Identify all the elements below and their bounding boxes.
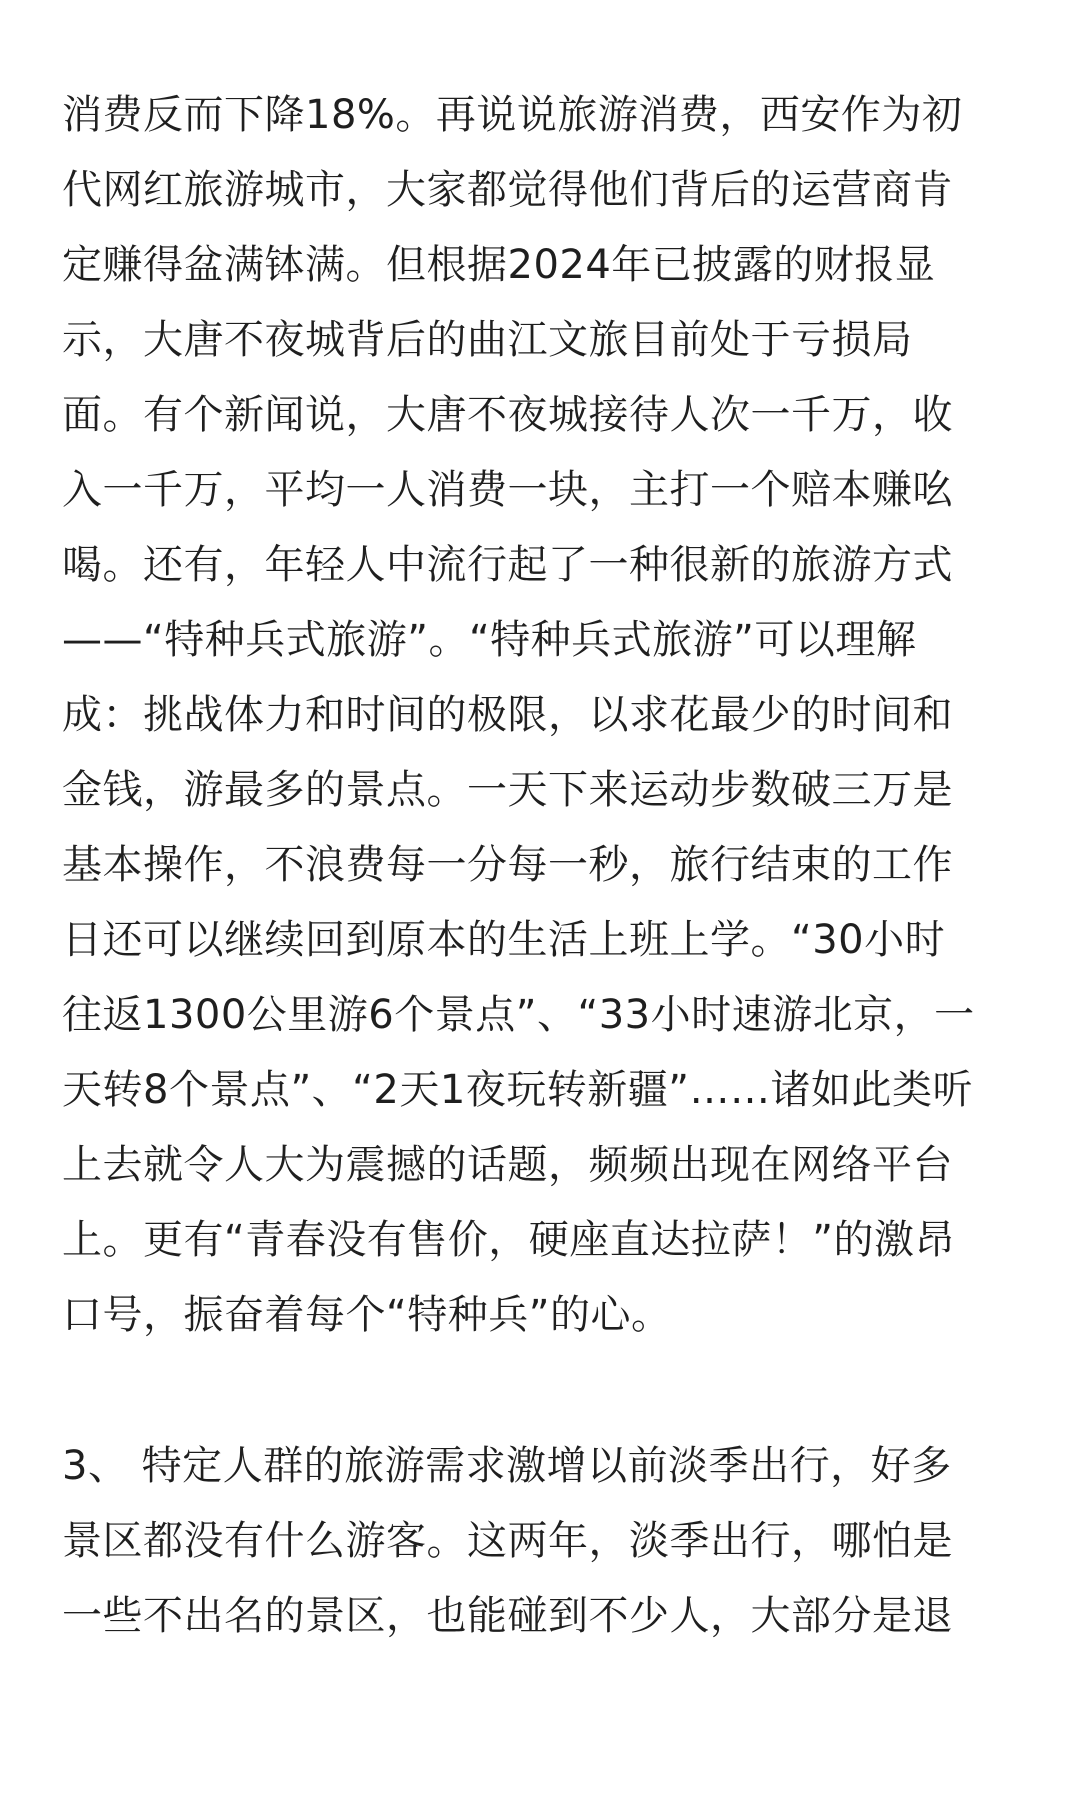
text-line: 天转8个景点”、“2天1夜玩转新疆”……诸如此类听 (62, 1067, 974, 1113)
article-body (62, 78, 1022, 1654)
text-line: 消费反而下降18%。再说说旅游消费，西安作为初 (62, 92, 963, 138)
text-line: 示，大唐不夜城背后的曲江文旅目前处于亏损局 (62, 317, 913, 363)
text-line: 面。有个新闻说，大唐不夜城接待人次一千万，收 (62, 392, 953, 438)
text-line: 基本操作，不浪费每一分每一秒，旅行结束的工作 (62, 842, 953, 888)
paragraph-spacer (62, 1353, 1022, 1429)
text-line: 往返1300公里游6个景点”、“33小时速游北京，一 (62, 992, 975, 1038)
text-line: ——“特种兵式旅游”。“特种兵式旅游”可以理解 (62, 617, 917, 663)
text-line: 口号，振奋着每个“特种兵”的心。 (62, 1292, 672, 1338)
paragraph-1 (62, 78, 1022, 1353)
text-line: 代网红旅游城市，大家都觉得他们背后的运营商肯 (62, 167, 953, 213)
text-line: 景区都没有什么游客。这两年，淡季出行，哪怕是 (62, 1518, 953, 1564)
text-line: 喝。还有，年轻人中流行起了一种很新的旅游方式 (62, 542, 953, 588)
text-line: 3、 特定人群的旅游需求激增以前淡季出行，好多 (62, 1443, 952, 1489)
text-line: 入一千万，平均一人消费一块，主打一个赔本赚吆 (62, 467, 953, 513)
text-line: 上。更有“青春没有售价，硬座直达拉萨！”的激昂 (62, 1217, 955, 1263)
text-line: 金钱，游最多的景点。一天下来运动步数破三万是 (62, 767, 953, 813)
text-line: 日还可以继续回到原本的生活上班上学。“30小时 (62, 917, 946, 963)
text-line: 成：挑战体力和时间的极限，以求花最少的时间和 (62, 692, 953, 738)
text-line: 上去就令人大为震撼的话题，频频出现在网络平台 (62, 1142, 953, 1188)
paragraph-2 (62, 1429, 1022, 1654)
text-line: 定赚得盆满钵满。但根据2024年已披露的财报显 (62, 242, 936, 288)
text-line: 一些不出名的景区，也能碰到不少人，大部分是退 (62, 1593, 953, 1639)
